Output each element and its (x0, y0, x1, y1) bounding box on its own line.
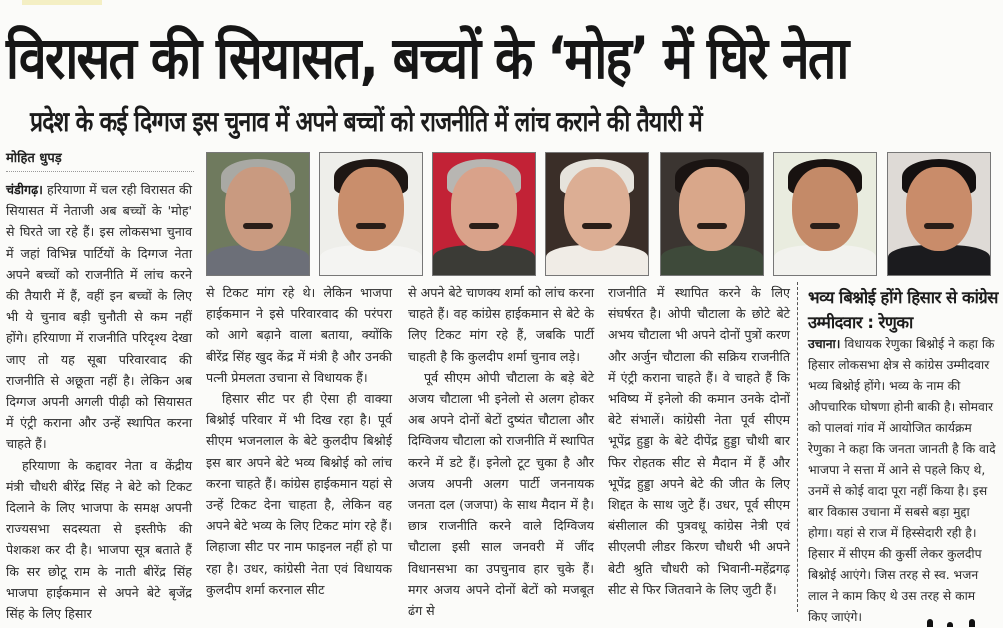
portrait-face (679, 167, 745, 251)
paragraph: पूर्व सीएम ओपी चौटाला के बड़े बेटे अजय चौटाला भी इनेलो से अलग होकर अब अपने दोनों बेटों दुष्यंत चौटाला और दिग्विजय चौटाला को राजनीति में स्थापित करने में डटे हैं। इनेलो टूट चुका है और अजय अपनी अलग पार्टी जननायक जनता दल (जजपा) के साथ मैदान में है। छात्र राजनीति करने वाले दिग्विजय चौटाला इसी साल जनवरी में जींद विधानसभा का उपचुनाव हार चुके हैं। मगर अजय अपने दोनों बेटों को मजबूत ढंग से (408, 369, 594, 619)
paragraph (808, 334, 996, 628)
portrait-face (906, 167, 972, 251)
byline-divider (6, 171, 194, 172)
portrait-photo (660, 152, 764, 276)
sidebar-dateline: उचाना। (808, 337, 841, 351)
portrait-moustache (356, 223, 386, 229)
headline: विरासत की सियासत, बच्चों के ‘मोह’ में घिरे नेता (6, 24, 848, 92)
article-column-4 (608, 282, 790, 622)
photo-strip (206, 152, 993, 278)
portrait-moustache (582, 223, 612, 229)
portrait-photo (887, 152, 991, 276)
paragraph: से टिकट मांग रहे थे। लेकिन भाजपा हाईकमान ने इसे परिवारवाद की परंपरा को आगे बढ़ाने वाला बताया, क्योंकि बीरेंद्र सिंह खुद केंद्र में मंत्री है और उनकी पत्नी प्रेमलता उचाना से विधायक हैं। (206, 285, 392, 385)
paragraph (6, 179, 192, 455)
portrait-face (792, 167, 858, 251)
paragraph: राजनीति में स्थापित करने के लिए संघर्षरत है। ओपी चौटाला के छोटे बेटे अभय चौटाला भी अपने दोनों पुत्रों करण और अर्जुन चौटाला की सक्रिय राजनीति में एंट्री कराना चाहते हैं। वे चाहते हैं कि भविष्य में इनेलो की कमान उनके दोनों बेटे संभालें। कांग्रेसी नेता पूर्व सीएम भूपेंद्र हुड्डा के बेटे दीपेंद्र हुड्डा चौथी बार फिर रोहतक सीट से मैदान में हैं और भूपेंद्र हुड्डा अपने बेटे की जीत के लिए शिद्दत के साथ जुटे हैं। उधर, पूर्व सीएम बंसीलाल की पुत्रवधू कांग्रेस नेत्री एवं सीएलपी लीडर किरण चौधरी भी अपने बेटी श्रुति चौधरी को भिवानी-महेंद्रगढ़ सीट से फिर जितवाने के लिए जुटी हैं। (608, 285, 790, 597)
paragraph-text: हरियाणा में चल रही विरासत की सियासत में नेताजी अब बच्चों के 'मोह' से घिरते जा रहे हैं। इस लोकसभा चुनाव में जहां विभिन्न पार्टियों के दिग्गज नेता अपने बच्चों को राजनीति में लांच करने की तैयारी में हैं, वहीं इन बच्चों के लिए भी ये चुनाव बड़ी चुनौती से कम नहीं होंगे। हरियाणा में राजनीति परिदृश्य देखा जाए तो यह सूबा परिवारवाद की राजनीति से अछूता नहीं है। लेकिन अब दिग्गज अपनी अगली पीढ़ी को सियासत में एंट्री कराना और उन्हें स्थापित करना चाहते हैं। (6, 182, 192, 452)
portrait-photo (773, 152, 877, 276)
paragraph: हिसार सीट पर ही ऐसा ही वाक्या बिश्नोई परिवार में भी दिख रहा है। पूर्व सीएम भजनलाल के बेटे कुलदीप बिश्नोई इस बार अपने बेटे भव्य बिश्नोई को लांच करना चाहते हैं। कांग्रेस हाईकमान यहां से उन्हें टिकट देना चाहता है, लेकिन वह अपने बेटे भव्य के लिए टिकट मांग रहे हैं। लिहाजा सीट पर नाम फाइनल नहीं हो पा रहा है। उधर, कांग्रेसी नेता एवं विधायक कुलदीप शर्मा करनाल सीट (206, 391, 392, 597)
portrait-moustache (243, 223, 273, 229)
portrait-photo (206, 152, 310, 276)
portrait-moustache (924, 223, 954, 229)
sidebar-text: विधायक रेणुका बिश्नोई ने कहा कि हिसार लोकसभा क्षेत्र से कांग्रेस उम्मीदवार भव्य बिश्नोई होंगे। भव्य के नाम की औपचारिक घोषणा होनी बाकी है। सोमवार को पालवां गांव में आयोजित कार्यक्रम रेणुका ने कहा कि जनता जानती है कि वादे भाजपा ने सत्ता में आने से पहले किए थे, उनमें से कोई वादा पूरा नहीं किया है। इस बार विकास उचाना में सबसे बड़ा मुद्दा होगा। यहां से राज में हिस्सेदारी रही है। हिसार में सीएम की कुर्सी लेकर कुलदीप बिश्नोई आएंगे। जिस तरह से स्व. भजन लाल ने काम किए थे उस तरह से काम किए जाएंगे। (808, 337, 996, 624)
next-headline-fragment (925, 618, 985, 627)
portrait-face (451, 167, 517, 251)
portrait-face (338, 167, 404, 251)
article-column-3 (408, 282, 594, 622)
portrait-moustache (810, 223, 840, 229)
dateline: चंडीगढ़। (6, 182, 43, 197)
portrait-photo (432, 152, 536, 276)
sidebar-story (808, 334, 996, 624)
portrait-moustache (697, 223, 727, 229)
byline: मोहित धुपड़ (6, 151, 62, 166)
paragraph: से अपने बेटे चाणक्य शर्मा को लांच करना चाहते हैं। वह कांग्रेस हाईकमान से बेटे के लिए टिकट मांग रहे हैं, जबकि पार्टी चाहती है कि कुलदीप शर्मा चुनाव लड़े। (408, 285, 594, 364)
header-tab-strip (22, 0, 102, 5)
portrait-moustache (469, 223, 499, 229)
paragraph: हरियाणा के कद्दावर नेता व केंद्रीय मंत्री चौधरी बीरेंद्र सिंह ने बेटे को टिकट दिलाने के लिए भाजपा के समक्ष अपनी राज्यसभा सदस्यता से इस्तीफे की पेशकश कर दी है। भाजपा सूत्र बताते हैं कि सर छोटू राम के नाती बीरेंद्र सिंह भाजपा हाईकमान से अपने बेटे बृजेंद्र सिंह के लिए हिसार (6, 457, 192, 622)
column-divider (797, 282, 798, 612)
portrait-photo (545, 152, 649, 276)
article-column-1 (6, 179, 192, 622)
subheadline: प्रदेश के कई दिग्गज इस चुनाव में अपने बच्चों को राजनीति में लांच कराने की तैयारी में (30, 105, 702, 138)
portrait-face (225, 167, 291, 251)
sidebar-title: भव्य बिश्नोई होंगे हिसार से कांग्रेस उम्मीदवार : रेणुका (808, 288, 998, 332)
portrait-photo (319, 152, 423, 276)
portrait-face (564, 167, 630, 251)
article-column-2 (206, 282, 392, 622)
